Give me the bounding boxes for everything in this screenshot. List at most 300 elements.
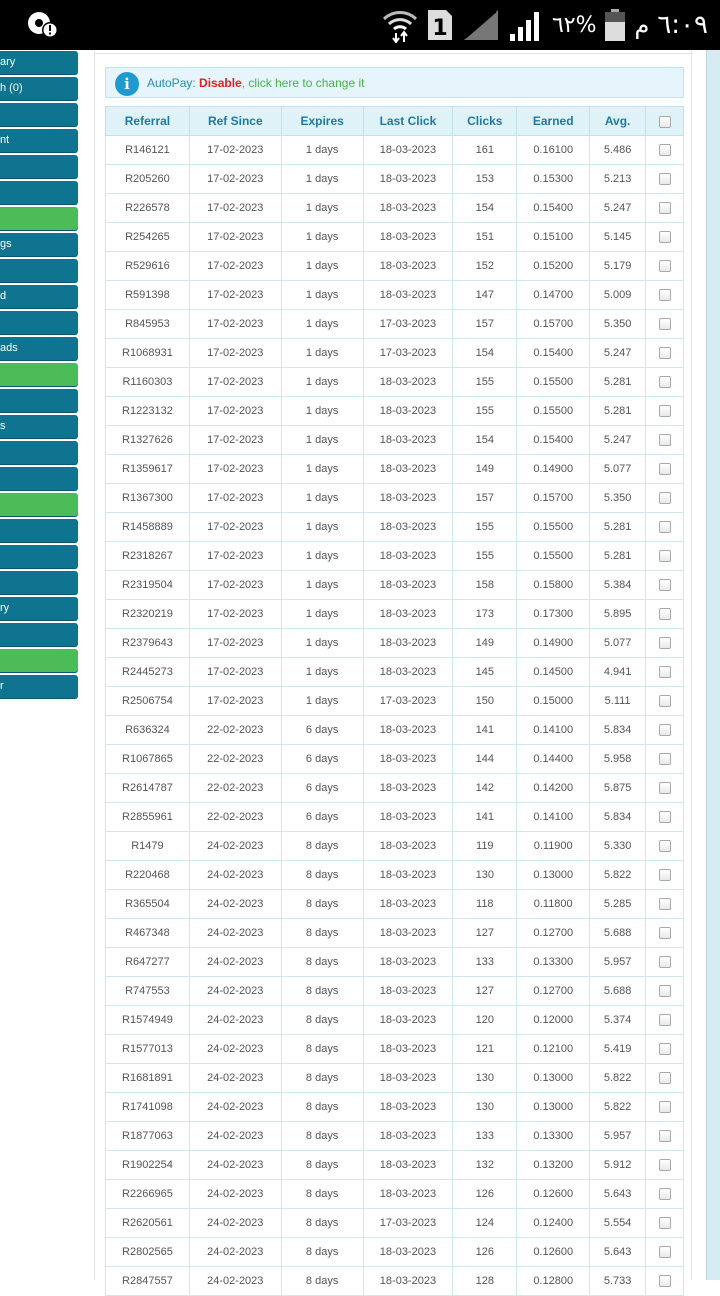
- cell-avg: 5.822: [590, 1064, 646, 1093]
- cell-select: [646, 861, 684, 890]
- cell-referral[interactable]: R1458889: [106, 513, 190, 542]
- table-row: [106, 252, 684, 281]
- cell-avg: 5.009: [590, 281, 646, 310]
- cell-ref-since: 24-02-2023: [189, 1064, 281, 1093]
- cell-earned: 0.12700: [517, 919, 590, 948]
- sidebar-menu-button[interactable]: d: [0, 285, 78, 308]
- row-checkbox[interactable]: [659, 173, 671, 185]
- row-checkbox[interactable]: [659, 1014, 671, 1026]
- table-row: [106, 1064, 684, 1093]
- cell-last-click: 17-03-2023: [363, 310, 453, 339]
- cell-clicks: 130: [453, 861, 517, 890]
- sidebar-menu-button[interactable]: [0, 363, 78, 386]
- cell-expires: 1 days: [281, 339, 363, 368]
- cell-clicks: 120: [453, 1006, 517, 1035]
- ampm-label: م: [634, 11, 650, 39]
- table-row: [106, 1209, 684, 1238]
- row-checkbox[interactable]: [659, 811, 671, 823]
- cell-last-click: 18-03-2023: [363, 542, 453, 571]
- row-checkbox[interactable]: [659, 376, 671, 388]
- cell-referral[interactable]: R1902254: [106, 1151, 190, 1180]
- cell-earned: 0.12600: [517, 1238, 590, 1267]
- cell-clicks: 149: [453, 629, 517, 658]
- cell-ref-since: 17-02-2023: [189, 310, 281, 339]
- cell-earned: 0.15100: [517, 223, 590, 252]
- cell-select: [646, 281, 684, 310]
- cell-last-click: 18-03-2023: [363, 1180, 453, 1209]
- status-bar: [0, 0, 720, 50]
- cell-referral[interactable]: R467348: [106, 919, 190, 948]
- autopay-label: AutoPay:: [147, 76, 200, 90]
- cell-ref-since: 24-02-2023: [189, 890, 281, 919]
- sidebar-menu-button[interactable]: [0, 623, 78, 646]
- table-row: [106, 890, 684, 919]
- cell-last-click: 18-03-2023: [363, 252, 453, 281]
- cell-select: [646, 194, 684, 223]
- sidebar-menu-button[interactable]: [0, 493, 78, 516]
- cell-select: [646, 252, 684, 281]
- cell-expires: 8 days: [281, 1093, 363, 1122]
- cell-select: [646, 1180, 684, 1209]
- cell-referral[interactable]: R1160303: [106, 368, 190, 397]
- sidebar-menu-button[interactable]: [0, 571, 78, 594]
- cell-expires: 8 days: [281, 1006, 363, 1035]
- row-checkbox[interactable]: [659, 289, 671, 301]
- cell-last-click: 18-03-2023: [363, 832, 453, 861]
- cell-clicks: 153: [453, 165, 517, 194]
- cell-avg: 5.875: [590, 774, 646, 803]
- cell-clicks: 147: [453, 281, 517, 310]
- sidebar-menu-button[interactable]: [0, 311, 78, 334]
- cell-avg: 4.941: [590, 658, 646, 687]
- row-checkbox[interactable]: [659, 463, 671, 475]
- table-row: [106, 571, 684, 600]
- sidebar-menu-button[interactable]: ry: [0, 597, 78, 620]
- cell-clicks: 144: [453, 745, 517, 774]
- wifi-icon: [382, 7, 418, 43]
- cell-referral[interactable]: R1574949: [106, 1006, 190, 1035]
- cell-ref-since: 17-02-2023: [189, 136, 281, 165]
- signal-icon: [508, 8, 544, 42]
- cell-earned: 0.11800: [517, 890, 590, 919]
- cell-select: [646, 832, 684, 861]
- cell-ref-since: 24-02-2023: [189, 1151, 281, 1180]
- cell-avg: 5.247: [590, 194, 646, 223]
- select-all-checkbox[interactable]: [659, 116, 671, 128]
- cell-avg: 5.688: [590, 977, 646, 1006]
- cell-referral[interactable]: R591398: [106, 281, 190, 310]
- cell-ref-since: 24-02-2023: [189, 1209, 281, 1238]
- cell-ref-since: 17-02-2023: [189, 194, 281, 223]
- cell-referral[interactable]: R2318267: [106, 542, 190, 571]
- cell-ref-since: 24-02-2023: [189, 1093, 281, 1122]
- cell-expires: 1 days: [281, 252, 363, 281]
- cell-select: [646, 310, 684, 339]
- row-checkbox[interactable]: [659, 521, 671, 533]
- sidebar-menu-button[interactable]: [0, 259, 78, 282]
- cell-last-click: 18-03-2023: [363, 1151, 453, 1180]
- cell-referral[interactable]: R2620561: [106, 1209, 190, 1238]
- cell-ref-since: 17-02-2023: [189, 426, 281, 455]
- cell-referral[interactable]: R2614787: [106, 774, 190, 803]
- sidebar-menu-button[interactable]: [0, 389, 78, 412]
- cell-referral[interactable]: R2506754: [106, 687, 190, 716]
- row-checkbox[interactable]: [659, 434, 671, 446]
- cell-last-click: 18-03-2023: [363, 484, 453, 513]
- table-row: [106, 1122, 684, 1151]
- cell-avg: 5.077: [590, 455, 646, 484]
- row-checkbox[interactable]: [659, 956, 671, 968]
- table-row: [106, 223, 684, 252]
- cell-expires: 8 days: [281, 1180, 363, 1209]
- table-row: [106, 368, 684, 397]
- battery-percent: ٦٢%: [551, 12, 597, 38]
- cell-clicks: 152: [453, 252, 517, 281]
- cell-referral[interactable]: R747553: [106, 977, 190, 1006]
- sidebar-menu-button[interactable]: [0, 155, 78, 178]
- cell-avg: 5.330: [590, 832, 646, 861]
- cell-select: [646, 426, 684, 455]
- cell-referral[interactable]: R1327626: [106, 426, 190, 455]
- table-row: [106, 977, 684, 1006]
- cell-referral[interactable]: R636324: [106, 716, 190, 745]
- cell-ref-since: 24-02-2023: [189, 1267, 281, 1296]
- table-row: [106, 165, 684, 194]
- cell-earned: 0.14400: [517, 745, 590, 774]
- header-earned[interactable]: Earned: [517, 107, 590, 136]
- header-expires[interactable]: Expires: [281, 107, 363, 136]
- cell-clicks: 154: [453, 339, 517, 368]
- table-row: [106, 716, 684, 745]
- cell-ref-since: 24-02-2023: [189, 861, 281, 890]
- cell-last-click: 18-03-2023: [363, 1093, 453, 1122]
- cell-last-click: 17-03-2023: [363, 339, 453, 368]
- row-checkbox[interactable]: [659, 869, 671, 881]
- cell-avg: 5.688: [590, 919, 646, 948]
- table-row: [106, 310, 684, 339]
- info-icon: i: [115, 72, 139, 96]
- row-checkbox[interactable]: [659, 1130, 671, 1142]
- sidebar-menu-button[interactable]: s: [0, 415, 78, 438]
- cell-earned: 0.15200: [517, 252, 590, 281]
- cell-ref-since: 24-02-2023: [189, 919, 281, 948]
- cell-last-click: 18-03-2023: [363, 1064, 453, 1093]
- cell-referral[interactable]: R1223132: [106, 397, 190, 426]
- cell-earned: 0.15300: [517, 165, 590, 194]
- cell-select: [646, 1035, 684, 1064]
- cell-clicks: 150: [453, 687, 517, 716]
- row-checkbox[interactable]: [659, 608, 671, 620]
- row-checkbox[interactable]: [659, 231, 671, 243]
- cell-expires: 1 days: [281, 136, 363, 165]
- cell-clicks: 128: [453, 1267, 517, 1296]
- row-checkbox[interactable]: [659, 985, 671, 997]
- sidebar-menu-button[interactable]: [0, 207, 78, 230]
- cell-expires: 8 days: [281, 1209, 363, 1238]
- cell-clicks: 149: [453, 455, 517, 484]
- cell-expires: 1 days: [281, 368, 363, 397]
- row-checkbox[interactable]: [659, 318, 671, 330]
- cell-clicks: 130: [453, 1064, 517, 1093]
- cell-referral[interactable]: R1741098: [106, 1093, 190, 1122]
- cell-expires: 1 days: [281, 194, 363, 223]
- header-ref-since[interactable]: Ref Since: [189, 107, 281, 136]
- cell-expires: 6 days: [281, 745, 363, 774]
- cell-select: [646, 919, 684, 948]
- table-row: [106, 542, 684, 571]
- row-checkbox[interactable]: [659, 550, 671, 562]
- cell-avg: 5.077: [590, 629, 646, 658]
- table-row: [106, 194, 684, 223]
- row-checkbox[interactable]: [659, 1217, 671, 1229]
- cell-earned: 0.15500: [517, 542, 590, 571]
- cell-expires: 6 days: [281, 803, 363, 832]
- cell-avg: 5.281: [590, 542, 646, 571]
- row-checkbox[interactable]: [659, 579, 671, 591]
- cell-referral[interactable]: R1681891: [106, 1064, 190, 1093]
- sidebar-menu-button[interactable]: [0, 103, 78, 126]
- row-checkbox[interactable]: [659, 637, 671, 649]
- cell-expires: 6 days: [281, 774, 363, 803]
- clock: ٦:٠٩: [657, 10, 708, 40]
- cell-last-click: 18-03-2023: [363, 397, 453, 426]
- sidebar-menu-button[interactable]: gs: [0, 233, 78, 256]
- cell-select: [646, 165, 684, 194]
- cell-ref-since: 24-02-2023: [189, 948, 281, 977]
- cell-earned: 0.14100: [517, 803, 590, 832]
- cell-expires: 1 days: [281, 223, 363, 252]
- cell-referral[interactable]: R2319504: [106, 571, 190, 600]
- row-checkbox[interactable]: [659, 260, 671, 272]
- header-clicks[interactable]: Clicks: [453, 107, 517, 136]
- cell-ref-since: 24-02-2023: [189, 977, 281, 1006]
- cell-avg: 5.281: [590, 513, 646, 542]
- cell-referral[interactable]: R2802565: [106, 1238, 190, 1267]
- cell-last-click: 18-03-2023: [363, 890, 453, 919]
- table-row: [106, 1006, 684, 1035]
- cell-referral[interactable]: R365504: [106, 890, 190, 919]
- cell-earned: 0.14700: [517, 281, 590, 310]
- cell-select: [646, 774, 684, 803]
- header-last-click[interactable]: Last Click: [363, 107, 453, 136]
- row-checkbox[interactable]: [659, 666, 671, 678]
- cell-expires: 1 days: [281, 455, 363, 484]
- cell-select: [646, 1093, 684, 1122]
- cell-referral[interactable]: R845953: [106, 310, 190, 339]
- cell-last-click: 18-03-2023: [363, 948, 453, 977]
- cell-last-click: 18-03-2023: [363, 136, 453, 165]
- sidebar-menu-button[interactable]: [0, 519, 78, 542]
- cell-select: [646, 716, 684, 745]
- cell-referral[interactable]: R2266965: [106, 1180, 190, 1209]
- row-checkbox[interactable]: [659, 840, 671, 852]
- row-checkbox[interactable]: [659, 1246, 671, 1258]
- cell-clicks: 161: [453, 136, 517, 165]
- sidebar: [0, 50, 80, 1280]
- cell-last-click: 18-03-2023: [363, 745, 453, 774]
- cell-referral[interactable]: R1068931: [106, 339, 190, 368]
- header-referral[interactable]: Referral: [106, 107, 190, 136]
- autopay-notice: [105, 67, 684, 98]
- sidebar-menu-button[interactable]: [0, 467, 78, 490]
- cell-avg: 5.822: [590, 1093, 646, 1122]
- row-checkbox[interactable]: [659, 927, 671, 939]
- row-checkbox[interactable]: [659, 347, 671, 359]
- cell-referral[interactable]: R2847557: [106, 1267, 190, 1296]
- cell-referral[interactable]: R2320219: [106, 600, 190, 629]
- cell-clicks: 118: [453, 890, 517, 919]
- cell-ref-since: 17-02-2023: [189, 339, 281, 368]
- cell-referral[interactable]: R146121: [106, 136, 190, 165]
- sidebar-menu-button[interactable]: [0, 649, 78, 672]
- cell-earned: 0.16100: [517, 136, 590, 165]
- cell-earned: 0.12600: [517, 1180, 590, 1209]
- table-row: [106, 948, 684, 977]
- cell-select: [646, 1151, 684, 1180]
- cell-avg: 5.281: [590, 397, 646, 426]
- cell-clicks: 141: [453, 716, 517, 745]
- cell-avg: 5.643: [590, 1180, 646, 1209]
- row-checkbox[interactable]: [659, 405, 671, 417]
- cell-ref-since: 17-02-2023: [189, 629, 281, 658]
- cell-expires: 6 days: [281, 716, 363, 745]
- cell-clicks: 126: [453, 1180, 517, 1209]
- cell-avg: 5.374: [590, 1006, 646, 1035]
- cell-last-click: 17-03-2023: [363, 687, 453, 716]
- table-row: [106, 455, 684, 484]
- row-checkbox[interactable]: [659, 782, 671, 794]
- row-checkbox[interactable]: [659, 1072, 671, 1084]
- table-row: [106, 397, 684, 426]
- cell-referral[interactable]: R2855961: [106, 803, 190, 832]
- referrals-table: [105, 106, 684, 1296]
- cell-clicks: 133: [453, 1122, 517, 1151]
- cell-expires: 8 days: [281, 948, 363, 977]
- cell-expires: 1 days: [281, 600, 363, 629]
- table-row: [106, 745, 684, 774]
- cell-referral[interactable]: R1479: [106, 832, 190, 861]
- header-avg[interactable]: Avg.: [590, 107, 646, 136]
- cell-referral[interactable]: R1067865: [106, 745, 190, 774]
- cell-last-click: 18-03-2023: [363, 1122, 453, 1151]
- cell-clicks: 155: [453, 397, 517, 426]
- cell-earned: 0.12000: [517, 1006, 590, 1035]
- table-row: [106, 919, 684, 948]
- cell-earned: 0.14900: [517, 629, 590, 658]
- cell-select: [646, 1209, 684, 1238]
- cell-avg: 5.145: [590, 223, 646, 252]
- autopay-status: Disable: [199, 76, 242, 90]
- table-row: [106, 1093, 684, 1122]
- cell-earned: 0.14500: [517, 658, 590, 687]
- cell-last-click: 18-03-2023: [363, 194, 453, 223]
- sidebar-menu-button[interactable]: ads: [0, 337, 78, 360]
- cell-referral[interactable]: R2379643: [106, 629, 190, 658]
- table-row: [106, 1035, 684, 1064]
- cell-referral[interactable]: R647277: [106, 948, 190, 977]
- cell-earned: 0.15700: [517, 484, 590, 513]
- cell-referral[interactable]: R1367300: [106, 484, 190, 513]
- row-checkbox[interactable]: [659, 724, 671, 736]
- cell-avg: 5.733: [590, 1267, 646, 1296]
- cell-earned: 0.12800: [517, 1267, 590, 1296]
- row-checkbox[interactable]: [659, 1159, 671, 1171]
- header-select-all: [646, 107, 684, 136]
- cell-earned: 0.15500: [517, 368, 590, 397]
- cell-expires: 8 days: [281, 1267, 363, 1296]
- cell-referral[interactable]: R529616: [106, 252, 190, 281]
- cell-referral[interactable]: R1359617: [106, 455, 190, 484]
- sidebar-menu-button[interactable]: [0, 181, 78, 204]
- cell-ref-since: 17-02-2023: [189, 397, 281, 426]
- sidebar-menu-button[interactable]: r: [0, 675, 78, 698]
- cell-last-click: 18-03-2023: [363, 455, 453, 484]
- table-row: [106, 687, 684, 716]
- cell-clicks: 141: [453, 803, 517, 832]
- row-checkbox[interactable]: [659, 144, 671, 156]
- cell-select: [646, 223, 684, 252]
- row-checkbox[interactable]: [659, 1043, 671, 1055]
- cell-select: [646, 339, 684, 368]
- cell-referral[interactable]: R2445273: [106, 658, 190, 687]
- cell-last-click: 18-03-2023: [363, 658, 453, 687]
- row-checkbox[interactable]: [659, 753, 671, 765]
- cell-avg: 5.111: [590, 687, 646, 716]
- cell-select: [646, 397, 684, 426]
- sidebar-menu-button[interactable]: [0, 545, 78, 568]
- cell-expires: 1 days: [281, 542, 363, 571]
- cell-earned: 0.15800: [517, 571, 590, 600]
- row-checkbox[interactable]: [659, 695, 671, 707]
- sidebar-menu-button[interactable]: h (0): [0, 77, 78, 100]
- cell-select: [646, 455, 684, 484]
- sim-1-icon: [426, 8, 454, 42]
- cell-clicks: 145: [453, 658, 517, 687]
- sidebar-menu-button[interactable]: nt: [0, 129, 78, 152]
- cell-select: [646, 1238, 684, 1267]
- cell-referral[interactable]: R1577013: [106, 1035, 190, 1064]
- cell-expires: 1 days: [281, 484, 363, 513]
- table-row: [106, 803, 684, 832]
- row-checkbox[interactable]: [659, 1275, 671, 1287]
- cell-referral[interactable]: R205260: [106, 165, 190, 194]
- cell-last-click: 18-03-2023: [363, 1006, 453, 1035]
- cell-avg: 5.213: [590, 165, 646, 194]
- cell-avg: 5.419: [590, 1035, 646, 1064]
- cell-clicks: 155: [453, 542, 517, 571]
- row-checkbox[interactable]: [659, 492, 671, 504]
- cell-clicks: 127: [453, 919, 517, 948]
- cell-referral[interactable]: R220468: [106, 861, 190, 890]
- autopay-change-link[interactable]: , click here to change it: [241, 76, 365, 90]
- cell-expires: 1 days: [281, 426, 363, 455]
- cell-last-click: 18-03-2023: [363, 774, 453, 803]
- cell-earned: 0.15700: [517, 310, 590, 339]
- cell-referral[interactable]: R226578: [106, 194, 190, 223]
- row-checkbox[interactable]: [659, 202, 671, 214]
- cell-ref-since: 17-02-2023: [189, 252, 281, 281]
- cell-referral[interactable]: R254265: [106, 223, 190, 252]
- row-checkbox[interactable]: [659, 1188, 671, 1200]
- row-checkbox[interactable]: [659, 898, 671, 910]
- sidebar-menu-button[interactable]: [0, 441, 78, 464]
- cell-last-click: 18-03-2023: [363, 629, 453, 658]
- cell-referral[interactable]: R1877063: [106, 1122, 190, 1151]
- sidebar-menu-button[interactable]: ary: [0, 51, 78, 74]
- row-checkbox[interactable]: [659, 1101, 671, 1113]
- cell-clicks: 157: [453, 310, 517, 339]
- cell-select: [646, 629, 684, 658]
